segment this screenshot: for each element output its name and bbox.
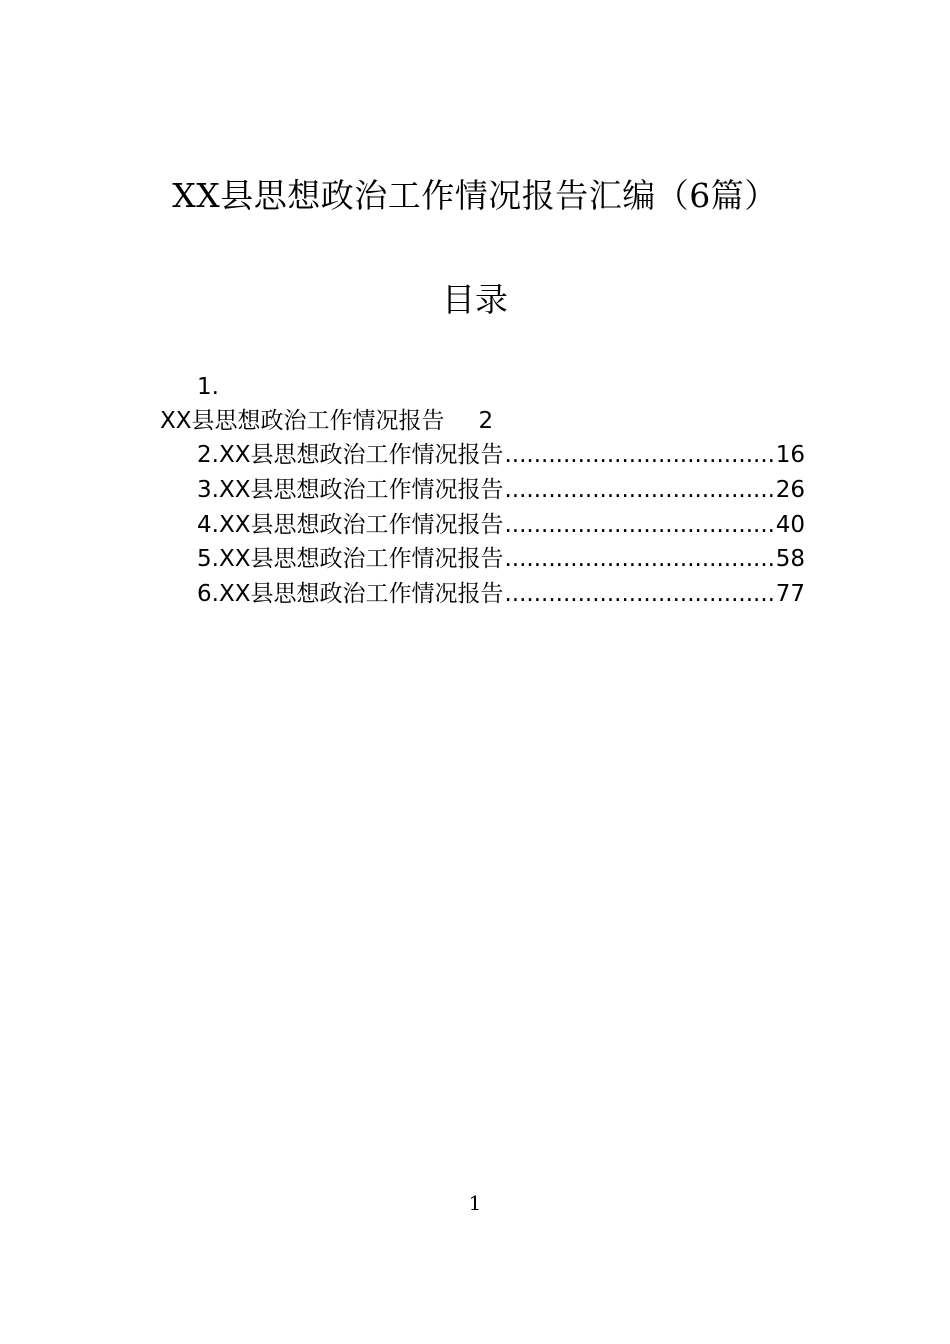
toc-entry-page: 40 xyxy=(775,512,805,538)
toc-dot-leader xyxy=(503,577,775,612)
toc-entry-page: 16 xyxy=(775,442,805,468)
toc-entry-1[interactable] xyxy=(160,404,493,438)
toc-entry-page: 26 xyxy=(775,477,805,503)
toc-entry-title: 3.XX县思想政治工作情况报告 xyxy=(197,477,504,503)
toc-entry-page: 58 xyxy=(775,546,805,572)
toc-dot-leader xyxy=(503,542,775,577)
toc-entry-1-number[interactable]: 1. xyxy=(197,374,219,400)
toc-entry-title: 6.XX县思想政治工作情况报告 xyxy=(197,581,504,607)
toc-entry-3[interactable] xyxy=(197,473,805,508)
toc-entry-title: XX县思想政治工作情况报告 xyxy=(160,408,445,434)
toc-entry-title: 4.XX县思想政治工作情况报告 xyxy=(197,512,504,538)
document-title: XX县思想政治工作情况报告汇编（6篇） xyxy=(172,176,778,215)
toc-dot-leader xyxy=(503,508,775,543)
toc-dot-leader xyxy=(503,438,775,473)
page-number: 1 xyxy=(468,1191,482,1215)
toc-heading: 目录 xyxy=(442,280,508,319)
toc-entry-page: 2 xyxy=(478,408,494,434)
toc-entry-4[interactable] xyxy=(197,508,805,543)
toc-entry-title: 2.XX县思想政治工作情况报告 xyxy=(197,442,504,468)
toc-entry-page: 77 xyxy=(775,581,805,607)
toc-entry-6[interactable] xyxy=(197,577,805,612)
toc-entry-title: 5.XX县思想政治工作情况报告 xyxy=(197,546,504,572)
toc-entry-5[interactable] xyxy=(197,542,805,577)
toc-dot-leader xyxy=(503,473,775,508)
toc-entry-2[interactable] xyxy=(197,438,805,473)
